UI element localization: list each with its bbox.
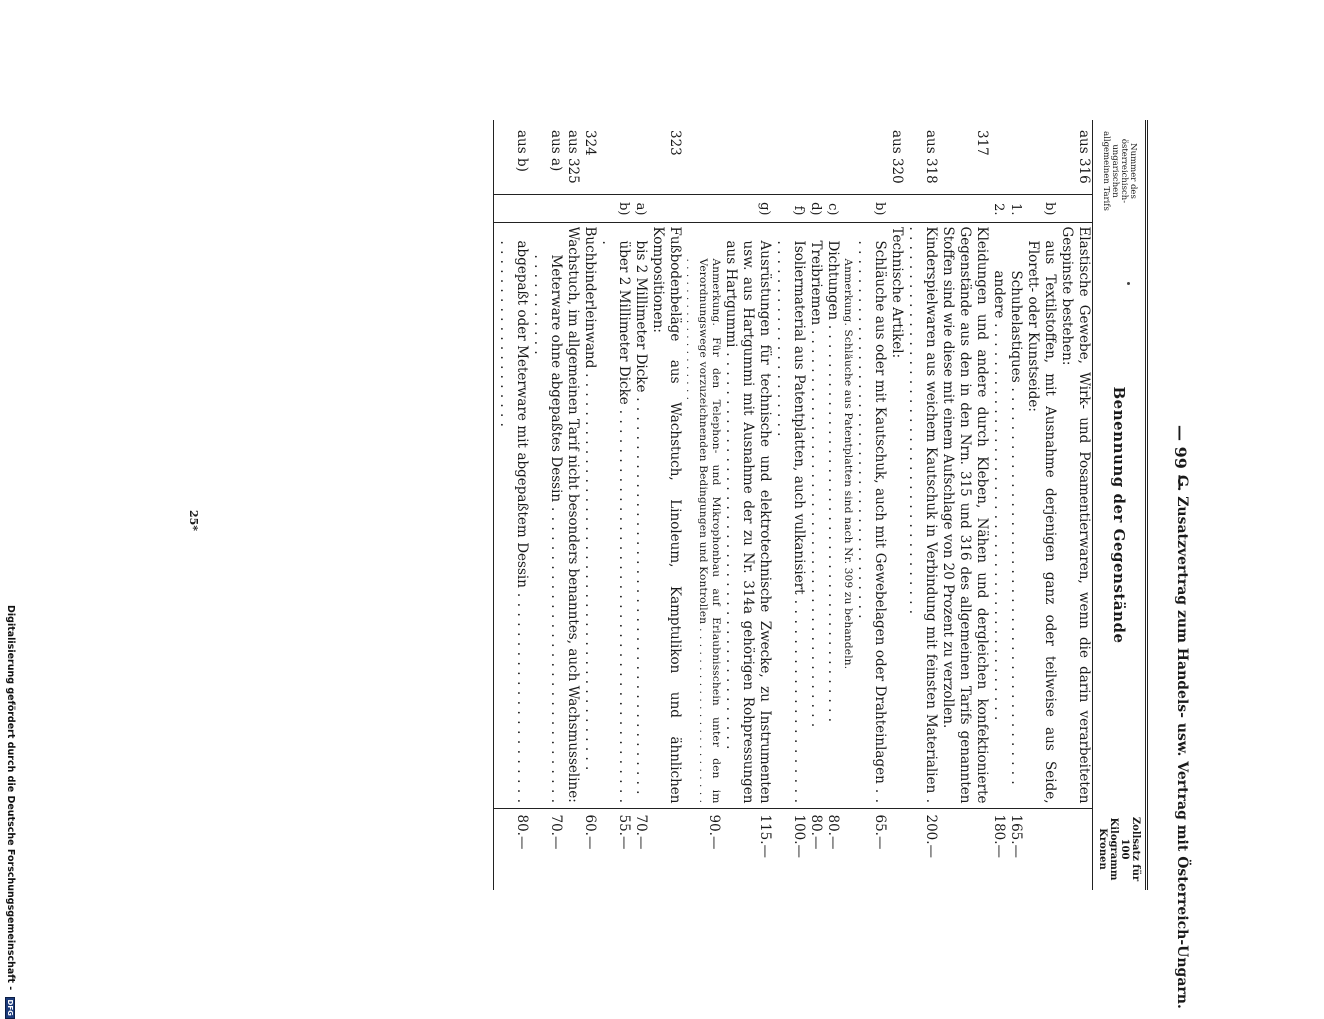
sub-item-label (683, 194, 722, 222)
table-body (494, 120, 1093, 890)
duty-rate (649, 808, 683, 890)
item-description: abgepaßt oder Meterware mit abgepaßtem Dessin . . . (496, 227, 530, 804)
item-description: Treibriemen . . . (807, 227, 824, 804)
item-description: Schläuche aus oder mit Kautschuk, auch mit Gewebelagen oder Drahteinlagen . . . (854, 227, 888, 804)
credit-text: Digitalisierung gefördert durch die Deutsche Forschungsgemeinschaft - (5, 605, 16, 991)
duty-rate (939, 808, 990, 890)
table-row (854, 120, 888, 890)
item-description: Technische Artikel: (889, 226, 905, 359)
table-row (824, 120, 841, 890)
tariff-number (722, 120, 773, 194)
tariff-number (807, 120, 824, 194)
sub-item-label: c) (824, 194, 841, 222)
item-description-cell (939, 222, 990, 808)
sub-item-label (888, 194, 905, 222)
sub-item-label (939, 194, 990, 222)
item-description-cell (990, 222, 1007, 808)
sub-item-label: g) (722, 194, 773, 222)
duty-rate: 70.— (633, 814, 649, 850)
table-row (1024, 120, 1058, 890)
item-description: aus Textilstoffen, mit Ausnahme derjenigen ganz oder teilweise aus Seide, Florett- oder Kunstseide: (1025, 240, 1058, 804)
item-description-cell (888, 222, 905, 808)
tariff-number (990, 120, 1007, 194)
item-description: Elastische Gewebe, Wirk- und Posamentierwaren, wenn die darin verarbeiteten Gespinste bestehen: (1059, 226, 1092, 804)
item-description-cell (905, 222, 939, 808)
page-number: — 99 — (1171, 425, 1190, 491)
item-description-cell (632, 222, 649, 808)
table-row (905, 120, 939, 890)
item-description: Schuhelastiques . . . (1007, 227, 1024, 804)
tariff-number: 324 (581, 120, 598, 194)
header-name-column: Benennung der Gegenstände (1093, 222, 1147, 808)
signature-mark: 25* (187, 510, 200, 532)
tariff-number (632, 120, 649, 194)
tariff-number: aus b) (494, 120, 531, 194)
sub-item-label: f) (773, 194, 807, 222)
tariff-number: 323 (649, 120, 683, 194)
table-row (530, 120, 564, 890)
item-description: Kinderspielwaren aus weichem Kautschuk in Verbindung mit feinsten Materialien . . . (905, 227, 939, 804)
tariff-number: aus a) (530, 120, 564, 194)
item-description: Meterware ohne abgepaßtes Dessin . . . (530, 227, 564, 804)
tariff-number: aus 320 (888, 120, 905, 194)
tariff-number: 317 (939, 120, 990, 194)
tariff-number: aus 318 (905, 120, 939, 194)
item-description-cell (494, 222, 531, 808)
tariff-number (773, 120, 807, 194)
table-row (939, 120, 990, 890)
item-description-cell (841, 222, 854, 808)
item-description: Anmerkung. Schläuche aus Patentplatten sind nach Nr. 309 zu behandeln. (842, 258, 854, 670)
item-description-cell (824, 222, 841, 808)
table-row (1058, 120, 1093, 890)
duty-rate (1058, 808, 1093, 890)
duty-rate (1024, 808, 1058, 890)
dfg-logo: DFG (6, 997, 16, 1019)
header-rate-column: Zollsatz für 100 Kilogramm Kronen (1093, 808, 1147, 890)
sub-item-label: 2. (990, 194, 1007, 222)
duty-rate: 200.— (923, 814, 939, 859)
duty-rate: 65.— (872, 814, 888, 850)
item-description-cell (683, 222, 722, 808)
tariff-number (1007, 120, 1024, 194)
tariff-number (683, 120, 722, 194)
item-description-cell (564, 222, 581, 808)
duty-rate: 100.— (791, 814, 807, 859)
duty-rate (888, 808, 905, 890)
sub-item-label (841, 194, 854, 222)
item-description-cell (1058, 222, 1093, 808)
scan-speck (1127, 282, 1130, 285)
duty-rate (841, 808, 854, 890)
duty-rate: 80.— (494, 808, 531, 890)
table-row (807, 120, 824, 890)
table-head (1093, 120, 1147, 890)
tariff-number (854, 120, 888, 194)
item-description-cell (598, 222, 632, 808)
table-row (841, 120, 854, 890)
sub-item-label (494, 194, 531, 222)
table-row (683, 120, 722, 890)
item-description-cell (854, 222, 888, 808)
sub-item-label (1058, 194, 1093, 222)
item-description: über 2 Millimeter Dicke . . . (598, 227, 632, 804)
item-description: Isoliermaterial aus Patentplatten, auch vulkanisiert . . . (773, 227, 807, 804)
running-title: G. Zusatzvertrag zum Handels- usw. Vertrag mit Österreich-Ungarn. (1174, 475, 1190, 1009)
duty-rate: 55.— (616, 814, 632, 850)
item-description-cell (1007, 222, 1024, 808)
tariff-number (824, 120, 841, 194)
digitization-credit (2, 605, 16, 1016)
tariff-number (1024, 120, 1058, 194)
sub-item-label: b) (854, 194, 888, 222)
page-header (1168, 85, 1190, 1009)
sub-item-label: a) (632, 194, 649, 222)
duty-rate (564, 808, 581, 890)
tariff-number: aus 325 (564, 120, 581, 194)
item-description: bis 2 Millimeter Dicke . . . (632, 227, 649, 804)
sub-item-label: b) (598, 194, 632, 222)
sub-item-label (581, 194, 598, 222)
item-description: Anmerkung. Für den Telephon- und Mikrophonbau auf Erlaubnisschein unter den im Verordnungswege vorzuzeichnenden Bedingungen und Kontrollen . . . (683, 227, 722, 804)
item-description: Dichtungen . . . (824, 227, 841, 804)
header-number-column: Nummer des österreichisch-ungarischen allgemeinen Tarifs (1093, 120, 1147, 222)
duty-rate: 165.— (1008, 814, 1024, 859)
duty-rate: 80.— (825, 814, 841, 850)
sub-item-label: b) (1024, 194, 1058, 222)
duty-rate: 180.— (991, 814, 1007, 859)
sub-item-label: 1. (1007, 194, 1024, 222)
item-description-cell (530, 222, 564, 808)
table-row (1007, 120, 1024, 890)
rotated-printed-page (150, 85, 1190, 1009)
sub-item-label (649, 194, 683, 222)
table-row (494, 120, 531, 890)
duty-rate: 70.— (548, 814, 564, 850)
item-description-cell (807, 222, 824, 808)
table-row (990, 120, 1007, 890)
item-description: Buchbinderleinwand . . . (581, 227, 598, 804)
duty-rate: 60.— (582, 814, 598, 850)
sub-item-label (530, 194, 564, 222)
sub-item-label (905, 194, 939, 222)
table-row (888, 120, 905, 890)
item-description: Ausrüstungen für technische und elektrotechnische Zwecke, zu Instrumenten usw. aus Hartgummi mit Ausnahme der zu Nr. 314a gehörigen Rohpressungen aus Hartgummi . . . (722, 227, 773, 804)
item-description-cell (773, 222, 807, 808)
table-row (773, 120, 807, 890)
table-row (722, 120, 773, 890)
duty-rate: 80.— (808, 814, 824, 850)
tariff-number: aus 316 (1058, 120, 1093, 194)
item-description-cell (649, 222, 683, 808)
item-description: Kleidungen und andere durch Kleben, Nähen und dergleichen konfektionierte Gegenstände aus den in den Nrn. 315 und 316 des allgemeinen Tarifs genannten Stoffen sind wie diese mit einem Aufschlage von 20 Prozent zu verzollen. (940, 226, 990, 804)
item-description: Wachstuch, im allgemeinen Tarif nicht besonders benanntes, auch Wachsmusseline: (565, 226, 581, 803)
item-description-cell (581, 222, 598, 808)
table-row (598, 120, 632, 890)
table-row (649, 120, 683, 890)
tariff-number (841, 120, 854, 194)
item-description-cell (1024, 222, 1058, 808)
duty-rate: 90.— (706, 814, 722, 850)
table-row (581, 120, 598, 890)
item-description: Fußbodenbeläge aus Wachstuch, Linoleum, Kamptulikon und ähnlichen Kompositionen: (650, 226, 683, 804)
tariff-number (598, 120, 632, 194)
item-description-cell (722, 222, 773, 808)
duty-rate: 115.— (757, 814, 773, 859)
item-description: andere . . . (990, 227, 1007, 804)
sub-item-label (564, 194, 581, 222)
table-row (632, 120, 649, 890)
table-row (564, 120, 581, 890)
sub-item-label: d) (807, 194, 824, 222)
tariff-table (493, 120, 1148, 890)
